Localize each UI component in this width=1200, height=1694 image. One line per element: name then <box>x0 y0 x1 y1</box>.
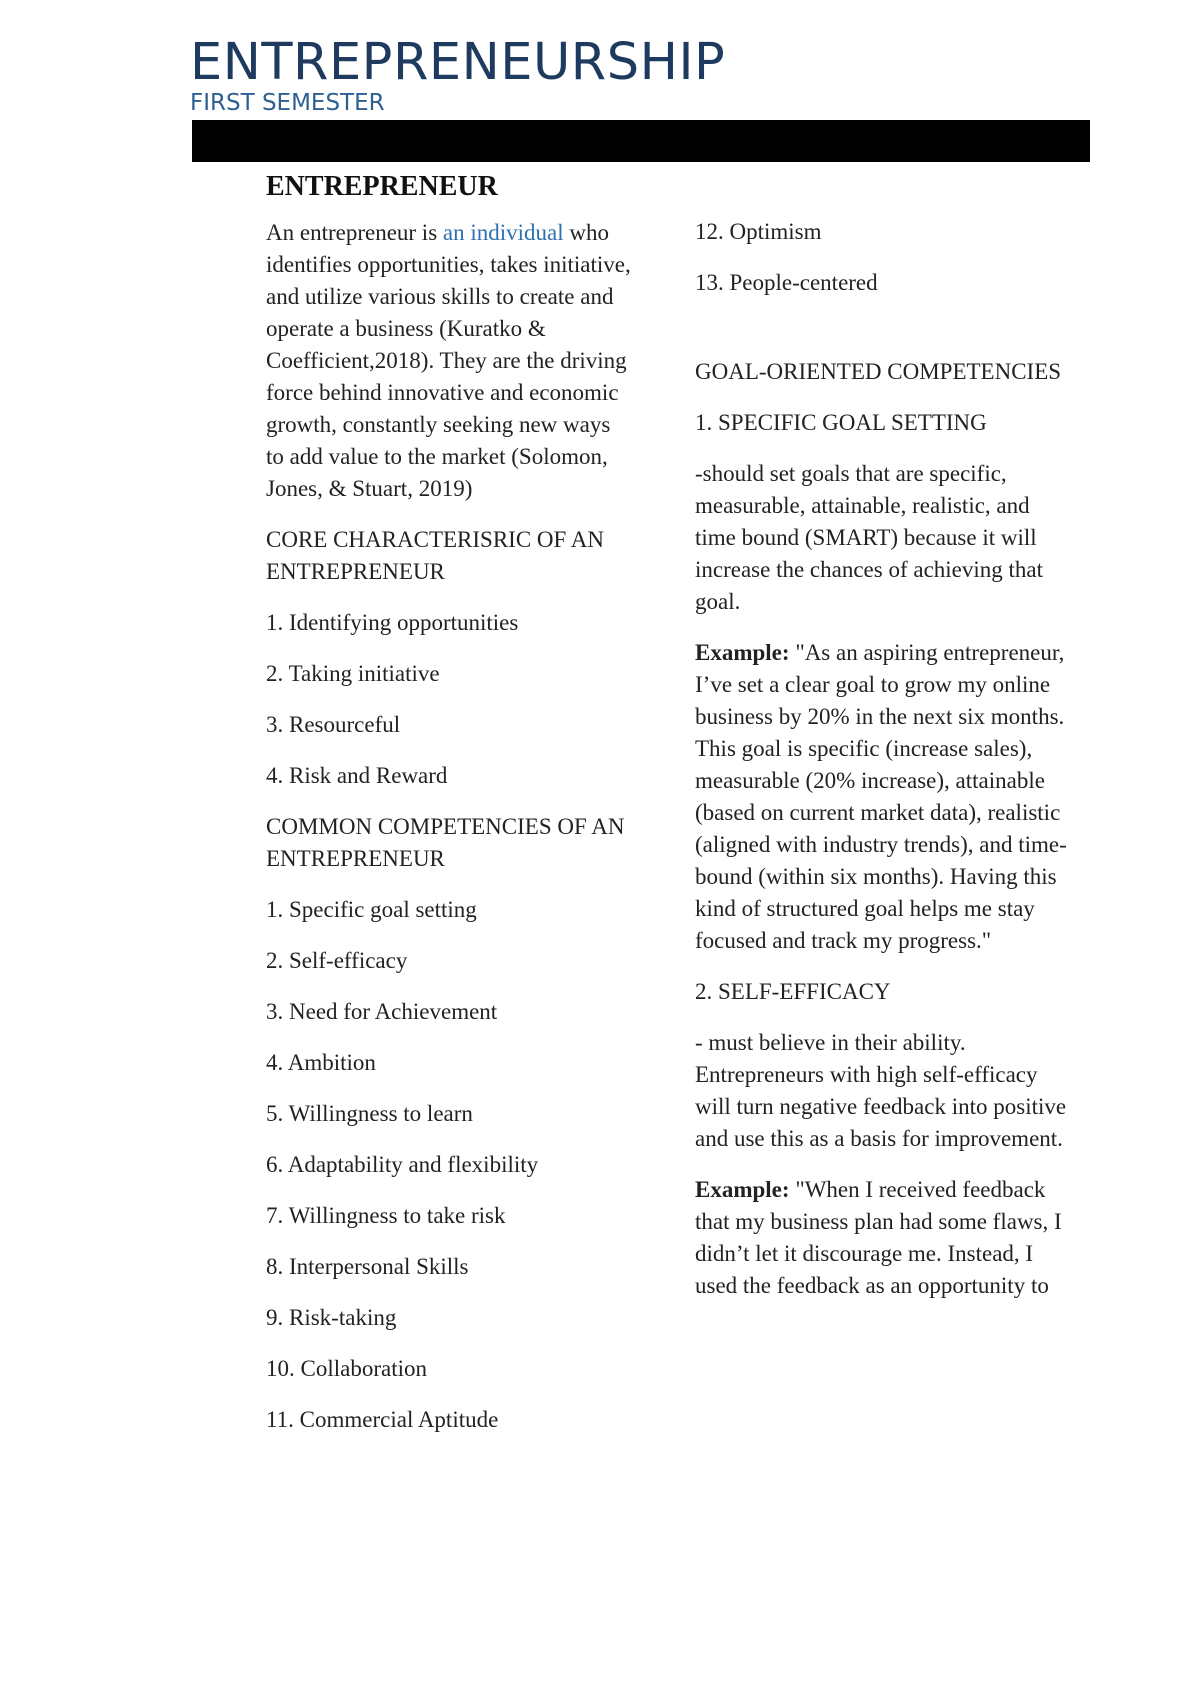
example-text: "When I received feedback that my business plan had some flaws, I didn’t let it discourage me. Instead, I used the feedback as an opportunity to <box>695 1177 1062 1298</box>
intro-highlight: an individual <box>442 220 564 245</box>
self-efficacy-example <box>695 1174 1075 1302</box>
specific-goal-setting-description: -should set goals that are specific, measurable, attainable, realistic, and time bound (SMART) because it will increase the chances of achieving that goal. <box>695 461 1044 614</box>
list-item: 1. Specific goal setting <box>266 897 477 922</box>
list-item: 1. Identifying opportunities <box>266 610 519 635</box>
section-title: ENTREPRENEUR <box>266 171 498 202</box>
common-competencies-list <box>266 894 631 1436</box>
header-bar <box>192 120 1090 162</box>
list-item: 3. Need for Achievement <box>266 999 498 1024</box>
core-characteristics-heading: CORE CHARACTERISRIC OF AN ENTREPRENEUR <box>266 527 605 584</box>
left-column <box>266 167 631 1455</box>
list-item: 5. Willingness to learn <box>266 1101 473 1126</box>
list-item: 9. Risk-taking <box>266 1305 397 1330</box>
document-title: ENTREPRENEURSHIP <box>190 33 726 92</box>
self-efficacy-heading: 2. SELF-EFFICACY <box>695 979 891 1004</box>
specific-goal-setting-heading: 1. SPECIFIC GOAL SETTING <box>695 410 987 435</box>
list-item: 12. Optimism <box>695 219 822 244</box>
self-efficacy-description: - must believe in their ability. Entrepreneurs with high self-efficacy will turn negative feedback into positive and use this as a basis for improvement. <box>695 1030 1067 1151</box>
intro-text-end: who identifies opportunities, takes initiative, and utilize various skills to create and operate a business (Kuratko & Coefficient,2018). They are the driving force behind innovative and economic growth, constantly seeking new ways to add value to the market (Solomon, Jones, & Stuart, 2019) <box>266 220 631 501</box>
list-item: 10. Collaboration <box>266 1356 427 1381</box>
list-item: 6. Adaptability and flexibility <box>266 1152 539 1177</box>
intro-paragraph <box>266 217 631 505</box>
list-item: 2. Self-efficacy <box>266 948 408 973</box>
example-label: Example: <box>695 1177 790 1202</box>
list-item: 11. Commercial Aptitude <box>266 1407 499 1432</box>
document-subtitle: FIRST SEMESTER <box>190 90 385 116</box>
specific-goal-setting-example <box>695 637 1075 957</box>
list-item: 13. People-centered <box>695 270 878 295</box>
list-item: 3. Resourceful <box>266 712 401 737</box>
competencies-list-continued <box>695 216 1075 299</box>
spacer <box>695 318 1075 356</box>
list-item: 4. Ambition <box>266 1050 376 1075</box>
list-item: 2. Taking initiative <box>266 661 440 686</box>
list-item: 7. Willingness to take risk <box>266 1203 506 1228</box>
goal-oriented-heading: GOAL-ORIENTED COMPETENCIES <box>695 359 1062 384</box>
example-label: Example: <box>695 640 790 665</box>
example-text: "As an aspiring entrepreneur, I’ve set a clear goal to grow my online business by 20% in the next six months. This goal is specific (increase sales), measurable (20% increase), attainable (based on current market data), realistic (aligned with industry trends), and time-bound (within six months). Having this kind of structured goal helps me stay focused and track my progress." <box>695 640 1067 953</box>
right-column <box>695 216 1075 1321</box>
core-characteristics-list <box>266 607 631 792</box>
intro-text-start: An entrepreneur is <box>266 220 443 245</box>
list-item: 8. Interpersonal Skills <box>266 1254 469 1279</box>
common-competencies-heading: COMMON COMPETENCIES OF AN ENTREPRENEUR <box>266 814 625 871</box>
list-item: 4. Risk and Reward <box>266 763 448 788</box>
